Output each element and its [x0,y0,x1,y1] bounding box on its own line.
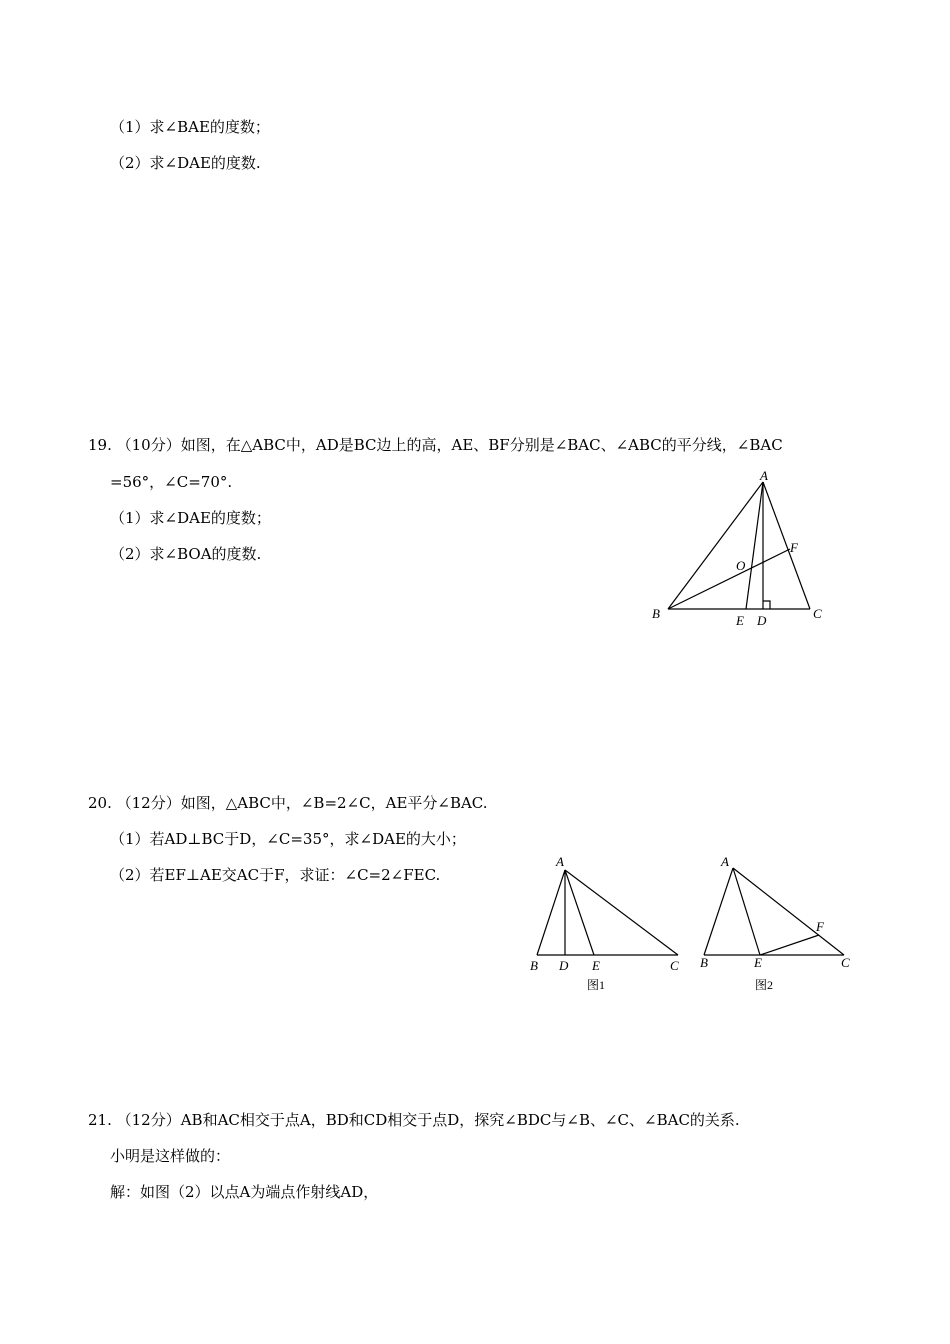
q19-part1: （1）求∠DAE的度数； [110,509,271,527]
q18-part1: （1）求∠BAE的度数； [110,118,270,136]
q20-fig2-caption: 图2 [755,978,774,992]
q20-fig2-label-f: F [816,919,824,934]
q19-statement-line1: 19. （10分）如图，在△ABC中，AD是BC边上的高，AE、BF分别是∠BAC、∠ABC的平分线，∠BAC [88,436,783,454]
q19-label-d: D [757,613,767,628]
q19-label-c: C [813,606,822,621]
q19-label-e: E [736,613,744,628]
q18-part2: （2）求∠DAE的度数. [110,154,261,172]
q19-figure [640,462,840,632]
q20-part1: （1）若AD⊥BC于D，∠C=35°，求∠DAE的大小； [110,830,466,848]
q19-label-f: F [790,540,798,555]
q20-fig1-label-e: E [592,958,600,973]
q20-statement: 20. （12分）如图，△ABC中，∠B=2∠C，AE平分∠BAC. [88,794,488,812]
q20-fig1-label-a: A [556,854,564,869]
q20-part2: （2）若EF⊥AE交AC于F，求证：∠C=2∠FEC. [110,866,441,884]
q20-fig1-label-b: B [530,958,538,973]
q21-intro: 小明是这样做的： [110,1147,231,1165]
q20-fig2-label-a: A [721,854,729,869]
q20-figure-2 [690,850,860,975]
q20-fig2-label-c: C [841,955,850,970]
q19-statement-line2: =56°，∠C=70°. [110,473,233,491]
q20-figure-1 [520,850,690,975]
q19-label-a: A [760,468,768,483]
q21-statement: 21. （12分）AB和AC相交于点A，BD和CD相交于点D，探究∠BDC与∠B、∠C、∠BAC的关系. [88,1111,740,1129]
q19-label-b: B [652,606,660,621]
q20-fig1-label-c: C [670,958,679,973]
q20-fig1-label-d: D [559,958,569,973]
q20-fig2-label-e: E [754,955,762,970]
q20-fig1-caption: 图1 [587,978,606,992]
q19-label-o: O [736,558,746,573]
q21-solution-start: 解：如图（2）以点A为端点作射线AD， [110,1183,379,1201]
q20-fig2-label-b: B [700,955,708,970]
q19-part2: （2）求∠BOA的度数. [110,545,262,563]
